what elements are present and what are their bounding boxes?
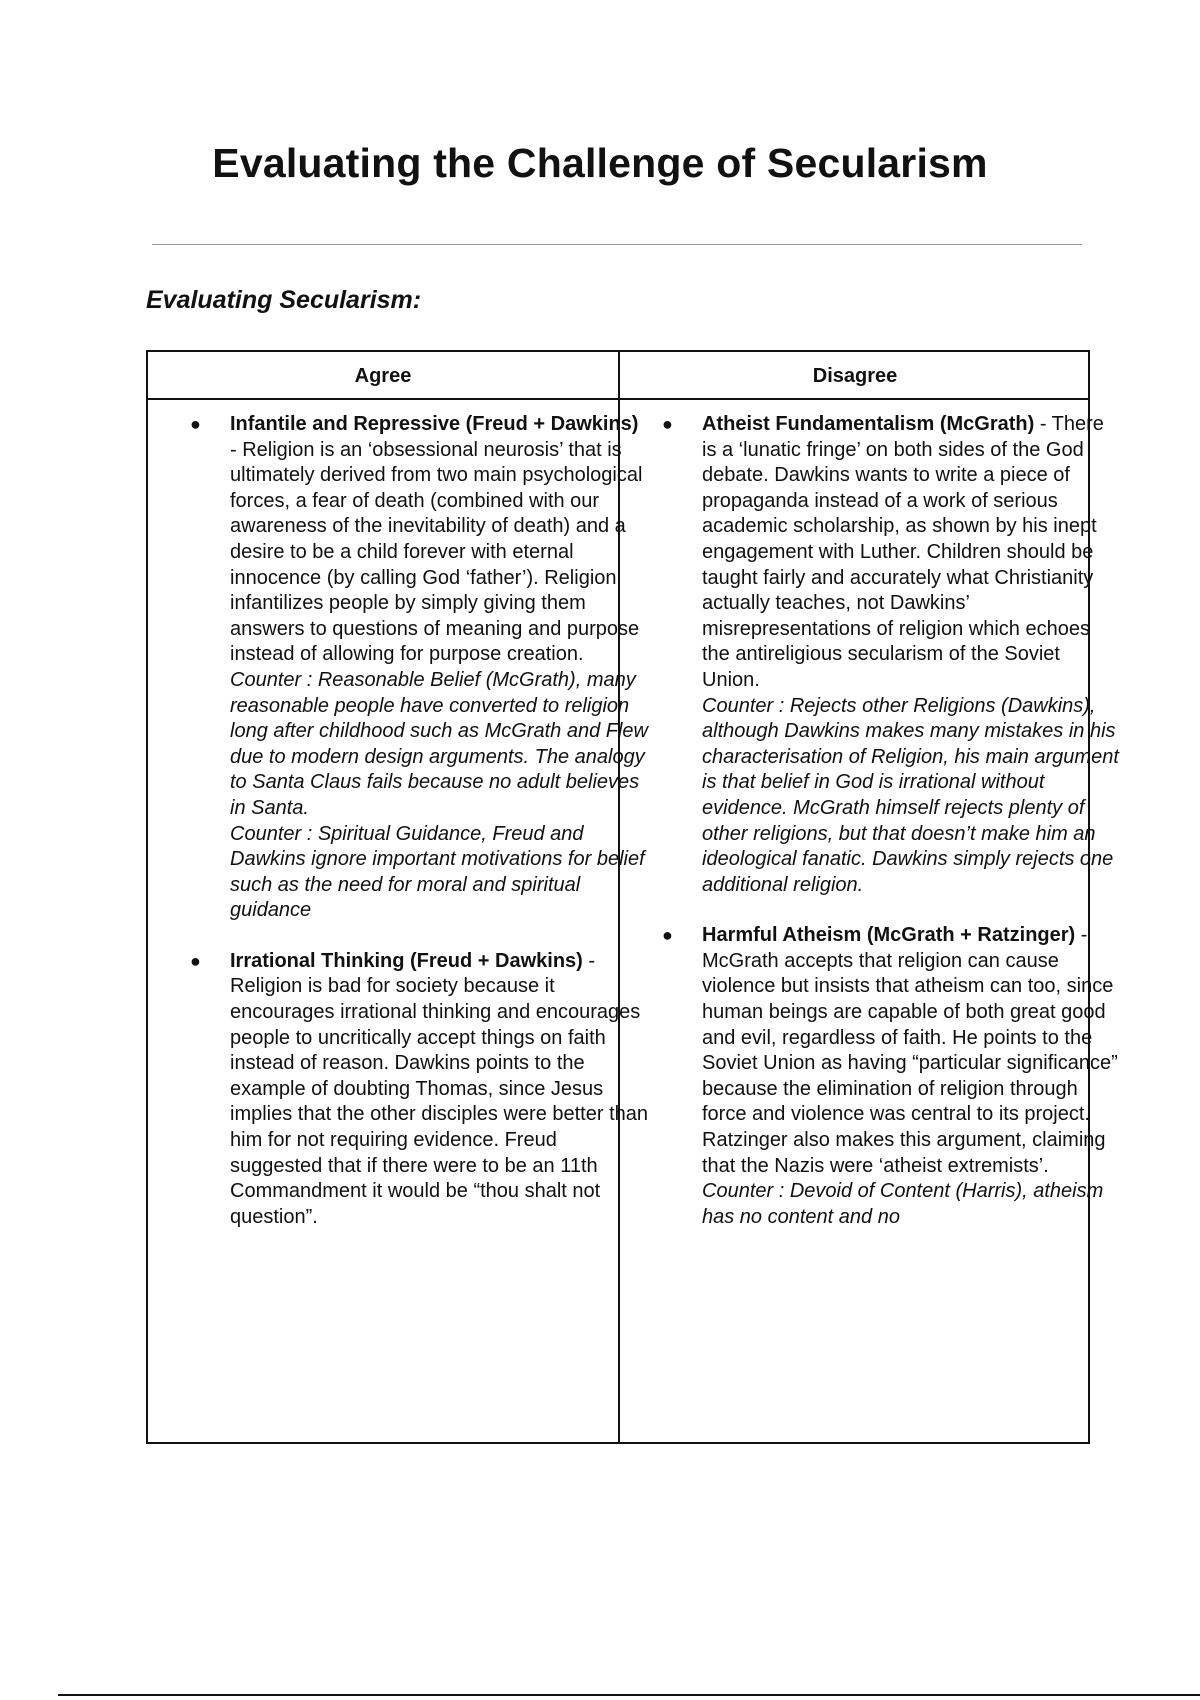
footer-rule — [58, 1694, 1200, 1696]
title-divider — [152, 244, 1082, 245]
entry-text — [230, 949, 650, 1231]
section-heading: Evaluating Secularism: — [146, 286, 422, 314]
list-item — [662, 412, 1122, 898]
entry-text — [230, 412, 650, 668]
entry-heading: Atheist Fundamentalism (McGrath) — [702, 413, 1035, 435]
list-item — [662, 923, 1122, 1230]
counter-text: Counter : Reasonable Belief (McGrath), many reasonable people have converted to religion long after childhood such as McGrath and Flew due to modern design arguments. The analogy to Santa Claus fails because no adult believes in Santa. — [230, 668, 648, 819]
entry-body: - Religion is bad for society because it encourages irrational thinking and encourages people to uncritically accept things on faith instead of reason. Dawkins points to the example of doubting Thomas, since Jesus implies that the other disciples were better than him for not requiring evidence. Freud suggested that if there were to be an 11th Commandment it would be “thou shalt not question”. — [230, 949, 648, 1228]
counter-text: Counter : Spiritual Guidance, Freud and Dawkins ignore important motivations for belief such as the need for moral and spiritual guidance — [230, 822, 645, 922]
bullet-icon: ● — [190, 950, 201, 971]
list-item — [190, 949, 650, 1231]
evaluation-table — [146, 350, 1119, 1444]
entry-body: - McGrath accepts that religion can cause violence but insists that atheism can too, since human beings are capable of both great good and evil, regardless of faith. He points to the Soviet Union as having “particular significance” because the elimination of religion through force and violence was central to its project. Ratzinger also makes this argument, claiming that the Nazis were ‘atheist extremists’. — [702, 924, 1118, 1177]
entry-heading: Harmful Atheism (McGrath + Ratzinger) — [702, 924, 1076, 947]
header-disagree: Disagree — [812, 365, 898, 387]
bullet-icon: ● — [662, 925, 673, 946]
bullet-icon: ● — [662, 414, 673, 434]
entry-text — [702, 412, 1122, 694]
entry-body: - Religion is an ‘obsessional neurosis’ that is ultimately derived from two main psychological forces, a fear of death (combined with our awareness of the inevitability of death) and a desire to be a child forever with eternal innocence (by calling God ‘father’). Religion infantilizes people by simply giving them answers to questions of meaning and purpose instead of allowing for purpose creation. — [230, 438, 643, 666]
counter-text: Counter : Devoid of Content (Harris), atheism has no content and no — [702, 1180, 1104, 1228]
bullet-icon: ● — [190, 414, 201, 434]
counter-text: Counter : Rejects other Religions (Dawkins), although Dawkins makes many mistakes in his characterisation of Religion, his main argument is that belief in God is irrational without evidence. McGrath himself rejects plenty of other religions, but that doesn’t make him an ideological fanatic. Dawkins simply rejects one additional religion. — [702, 694, 1119, 896]
agree-column — [190, 412, 650, 1255]
entry-heading: Infantile and Repressive (Freud + Dawkins) — [230, 413, 639, 435]
header-agree: Agree — [354, 365, 412, 387]
document-title: Evaluating the Challenge of Secularism — [212, 140, 988, 186]
entry-heading: Irrational Thinking (Freud + Dawkins) — [230, 949, 583, 972]
entry-body: - There is a ‘lunatic fringe’ on both sides of the God debate. Dawkins wants to write a piece of propaganda instead of a work of serious academic scholarship, as shown by his inept engagement with Luther. Children should be taught fairly and accurately what Christianity actually teaches, not Dawkins’ misrepresentations of religion which echoes the antireligious secularism of the Soviet Union. — [702, 413, 1104, 691]
header-row — [148, 352, 1088, 400]
list-item — [190, 412, 650, 924]
disagree-column — [662, 412, 1122, 1255]
entry-text — [702, 923, 1122, 1179]
